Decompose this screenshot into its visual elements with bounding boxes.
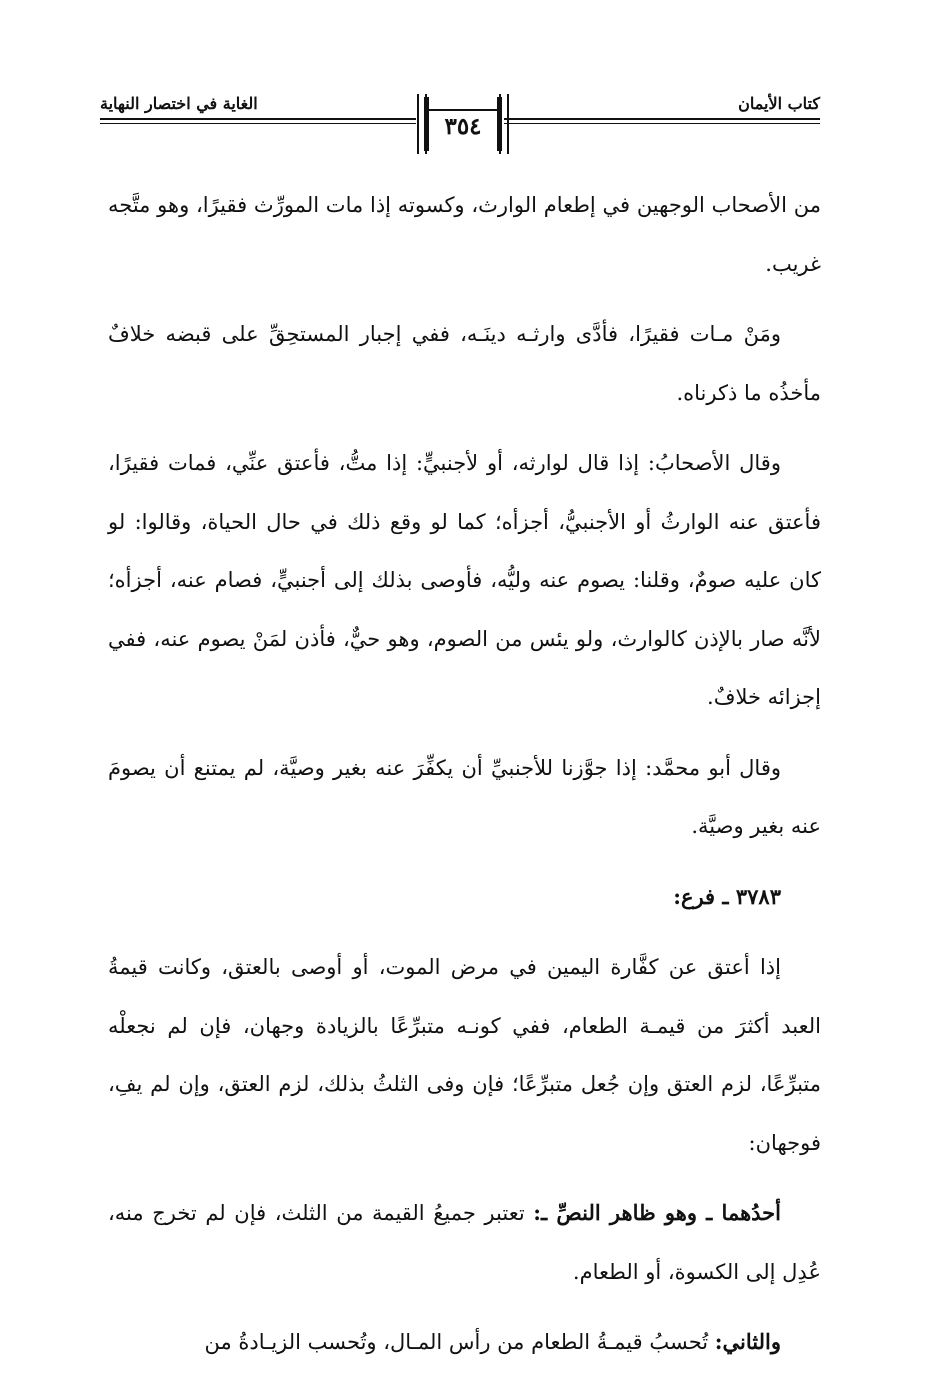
header-rule-right xyxy=(504,118,820,120)
paragraph: إذا أعتق عن كفَّارة اليمين في مرض الموت، أو أوصى بالعتق، وكانت قيمةُ العبد أكثرَ من قيمـة الطعام، ففي كونـه متبرِّعًا بالزيادة وجهان، فإن لم نجعلْه متبرِّعًا، لزم العتق وإن جُعل متبرِّعًا؛ فإن وفى الثلثُ بذلك، لزم العتق، وإن لم يفِ، فوجهان: xyxy=(108,955,821,1155)
option-one-lead: أحدُهما ـ وهو ظاهر النصِّ ـ: xyxy=(533,1200,781,1225)
option-two-text: تُحسبُ قيمـةُ الطعام من رأس المـال، وتُحسب الزيـادةُ من xyxy=(204,1330,715,1354)
header-rule-left xyxy=(100,118,416,120)
chapter-title: كتاب الأيمان xyxy=(738,94,820,113)
running-header xyxy=(100,94,820,164)
option-two-paragraph xyxy=(108,1313,821,1372)
paragraph: ومَنْ مـات فقيرًا، فأدَّى وارثـه دينَـه، ففي إجبار المستحِقِّ على قبضه خلافٌ مأخذُه ما ذكرناه. xyxy=(108,322,821,405)
option-one-paragraph xyxy=(108,1184,821,1301)
option-two-lead: والثاني: xyxy=(714,1329,781,1354)
paragraph: وقال الأصحابُ: إذا قال لوارثه، أو لأجنبيٍّ: إذا متُّ، فأعتق عنِّي، فمات فقيرًا، فأعتق عنه الوارثُ أو الأجنبيُّ، أجزأه؛ كما لو وقع ذلك في حال الحياة، وقالوا: لو كان عليه صومٌ، وقلنا: يصوم عنه وليُّه، فأوصى بذلك إلى أجنبيٍّ، فصام عنه، أجزأه؛ لأنَّه صار بالإذن كالوارث، ولو يئس من الصوم، وهو حيٌّ، فأذن لمَنْ يصوم عنه، ففي إجزائه خلافٌ. xyxy=(108,451,821,709)
section-heading: ٣٧٨٣ ـ فرع: xyxy=(673,883,781,909)
book-title: الغاية في اختصار النهاية xyxy=(100,94,258,113)
paragraph: من الأصحاب الوجهين في إطعام الوارث، وكسوته إذا مات المورِّث فقيرًا، وهو متَّجه غريب. xyxy=(108,193,821,276)
page-body xyxy=(108,176,821,1384)
page-number: ٣٥٤ xyxy=(429,109,497,140)
paragraph: وقال أبو محمَّد: إذا جوَّزنا للأجنبيِّ أن يكفِّرَ عنه بغير وصيَّة، لم يمتنع أن يصومَ عنه بغير وصيَّة. xyxy=(108,755,821,838)
option-one-text: تعتبر جميعُ القيمة من الثلث، فإن لم تخرج منه، عُدِل إلى الكسوة، أو الطعام. xyxy=(108,1201,821,1284)
page-number-frame xyxy=(424,97,502,151)
